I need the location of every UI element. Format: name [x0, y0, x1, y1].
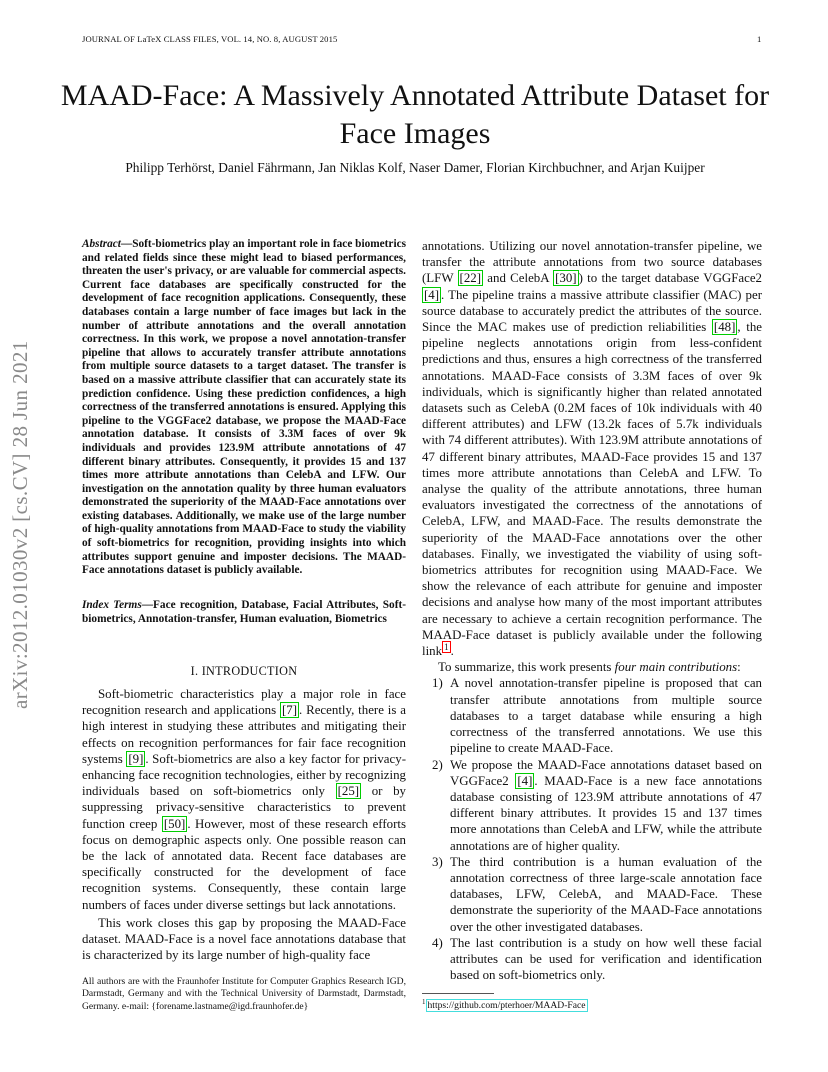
list-number: 1) [432, 676, 443, 691]
index-terms [82, 599, 406, 626]
citation-link[interactable]: [9] [128, 751, 144, 766]
contribution-text: . MAAD-Face is a new face annotations database consisting of 123.9M attribute annotations of 47 different binary attributes. It provides 15 and 137 times more annotations than CelebA and LFW, while the attribute annotations are of higher quality. [450, 773, 762, 853]
author-list: Philipp Terhörst, Daniel Fährmann, Jan Niklas Kolf, Naser Damer, Florian Kirchbuchner, and Arjan Kuijper [125, 160, 705, 175]
continued-paragraph [422, 238, 762, 659]
citation-link[interactable]: [4] [517, 773, 533, 788]
citation-link[interactable]: [50] [163, 816, 186, 831]
contribution-item [422, 854, 762, 935]
section-heading [82, 664, 406, 679]
list-number: 3) [432, 854, 443, 869]
emphasis: four main contributions [614, 660, 738, 675]
contribution-text: The third contribution is a human evaluation of the annotation correctness of three large-scale annotation face databases, LFW, CelebA, and MAAD-Face. These demonstrate the superiority of the MAAD-Face annotations over the other investigated databases. [450, 854, 762, 934]
intro-paragraph: This work closes this gap by proposing the MAAD-Face dataset. MAAD-Face is a novel face annotations database that is characterized by its large number of high-quality face [82, 915, 406, 963]
right-column-body [422, 238, 762, 983]
citation-link[interactable]: [7] [282, 703, 298, 718]
text-run: . Soft-biometrics are also a key factor for privacy-enhancing face recognition technologies, either by recognizing individuals based on soft-biometrics only [82, 751, 406, 799]
url-footnote [422, 998, 588, 1011]
text-run: . [450, 644, 454, 659]
author-affiliation-footnote: All authors are with the Fraunhofer Institute for Computer Graphics Research IGD, Darmstadt, Germany and with the Technical University of Darmstadt, Darmstadt, Germany. e-mail: {forename.lastname@igd.fraunhofer.de} [82, 976, 406, 1012]
citation-link[interactable]: [25] [337, 784, 360, 799]
introduction-body [82, 686, 406, 965]
list-number: 2) [432, 757, 443, 772]
abstract-text: —Soft-biometrics play an important role in face biometrics and related fields since these might lead to biased performances, threaten the user's privacy, or are valuable for commercial aspects. Current face databases are specifically constructed for the development of face recognition applications. Consequently, these databases contain a large number of face images but lack in the number of attribute annotations and the overall annotation correctness. In this work, we propose a novel annotation-transfer pipeline that allows to accurately transfer attribute annotations from multiple source datasets to a target dataset. The transfer is based on a massive attribute classifier that can accurately state its prediction confidence. Using these prediction confidences, a high correctness of the transferred annotations is ensured. Applying this pipeline to the VGGFace2 database, we propose the MAAD-Face annotation database. It consists of 3.3M faces of over 9k individuals and provides 123.9M attribute annotations of 47 different binary attributes. Consequently, it provides 15 and 137 times more attribute annotations than CelebA and LFW. Our investigation on the annotation quality by three human evaluators demonstrated the superiority of the MAAD-Face annotations over existing databases. Additionally, we make use of the large number of high-quality annotations from MAAD-Face to study the viability of soft-biometrics for recognition, providing insights into which attributes support genuine and imposter decisions. The MAAD-Face annotations dataset is publicly available. [82, 238, 406, 577]
abstract-lead: Abstract [82, 238, 121, 250]
contribution-text: The last contribution is a study on how well these facial attributes can be used for verification and identification based on soft-biometrics only. [450, 935, 762, 983]
running-header: JOURNAL OF LaTeX CLASS FILES, VOL. 14, NO. 8, AUGUST 2015 [82, 34, 338, 44]
contribution-text: A novel annotation-transfer pipeline is proposed that can transfer attribute annotations from multiple source databases to a target database while ensuring a high correctness of the transferred annotations. We use this pipeline to create MAAD-Face. [450, 676, 762, 756]
intro-paragraph [82, 686, 406, 913]
index-terms-lead: Index Terms [82, 599, 142, 611]
section-number: I. [190, 664, 199, 678]
text-run: Soft-biometric characteristics play a major role in face recognition research and applications [82, 687, 406, 718]
page-number: 1 [757, 34, 762, 44]
footnote-divider [422, 993, 494, 994]
contribution-item [422, 675, 762, 756]
citation-link[interactable]: [48] [713, 320, 736, 335]
footnote-link[interactable]: 1 [444, 641, 449, 652]
text-run: : [737, 660, 741, 675]
text-run: and CelebA [483, 271, 554, 286]
text-run: ) to the target database VGGFace2 [578, 271, 762, 286]
footnote-mark: 1 [422, 998, 426, 1006]
text-run: . Recently, there is a high interest in studying these attributes and mitigating their effects on recognition performances for fair face recognition systems [82, 703, 406, 766]
contribution-list [422, 675, 762, 983]
citation-link[interactable]: [22] [459, 271, 482, 286]
arxiv-stamp: arXiv:2012.01030v2 [cs.CV] 28 Jun 2021 [8, 340, 32, 710]
section-title: INTRODUCTION [201, 664, 298, 678]
list-number: 4) [432, 935, 443, 950]
citation-link[interactable]: [4] [424, 287, 440, 302]
text-run: or by suppressing privacy-sensitive characteristics to prevent function creep [82, 784, 406, 831]
contribution-text: We propose the MAAD-Face annotations dataset based on VGGFace2 [450, 757, 762, 788]
text-run: , the pipeline neglects annotations origin from less-confident predictions and thus, ensures a high correctness of the transferred annotations. MAAD-Face consists of 3.3M faces of over 9k individuals, which is significantly higher than related annotated datasets such as CelebA (0.2M faces of 10k individuals with 40 different attributes) and LFW (13.2k faces of 5.7k individuals with 74 different attributes). With 123.9M attribute annotations of 47 different binary attributes, MAAD-Face provides 15 and 137 times more attribute annotations than CelebA and LFW. To analyse the quality of the attribute annotations, three human evaluators investigated the correctness of the annotations of CelebA, LFW, and MAAD-Face. The results demonstrate the superiority of the MAAD-Face annotations over the other databases. Finally, we investigated the viability of using soft-biometrics attributes for recognition using MAAD-Face. We show the relevance of each attribute for genuine and imposter decisions and analyse how many of the most important attributes are necessary to achieve a certain recognition performance. The MAAD-Face dataset is publicly available under the following link [422, 320, 762, 659]
text-run: . However, most of these research efforts focus on demographic aspects only. One possible reason can be the lack of annotated data. Recent face databases are specifically constructed for the development of face recognition systems. Consequently, these contain large numbers of faces under diverse settings but lack annotations. [82, 816, 406, 912]
text-run: annotations. Utilizing our novel annotation-transfer pipeline, we transfer the attribute annotations from two source databases (LFW [422, 239, 762, 286]
text-run: . The pipeline trains a massive attribute classifier (MAC) per source database to accurately predict the attributes of the source. Since the MAC makes use of prediction reliabilities [422, 287, 762, 335]
github-link[interactable]: https://github.com/pterhoer/MAAD-Face [427, 1000, 586, 1012]
abstract [82, 238, 406, 578]
citation-link[interactable]: [30] [555, 271, 577, 286]
index-terms-text: —Face recognition, Database, Facial Attributes, Soft-biometrics, Annotation-transfer, Human evaluation, Biometrics [82, 599, 406, 625]
contribution-item [422, 757, 762, 854]
contribution-item [422, 935, 762, 984]
paper-title: MAAD-Face: A Massively Annotated Attribute Dataset for Face Images [60, 79, 770, 150]
text-run: To summarize, this work presents [438, 660, 615, 675]
summary-sentence [422, 659, 762, 675]
